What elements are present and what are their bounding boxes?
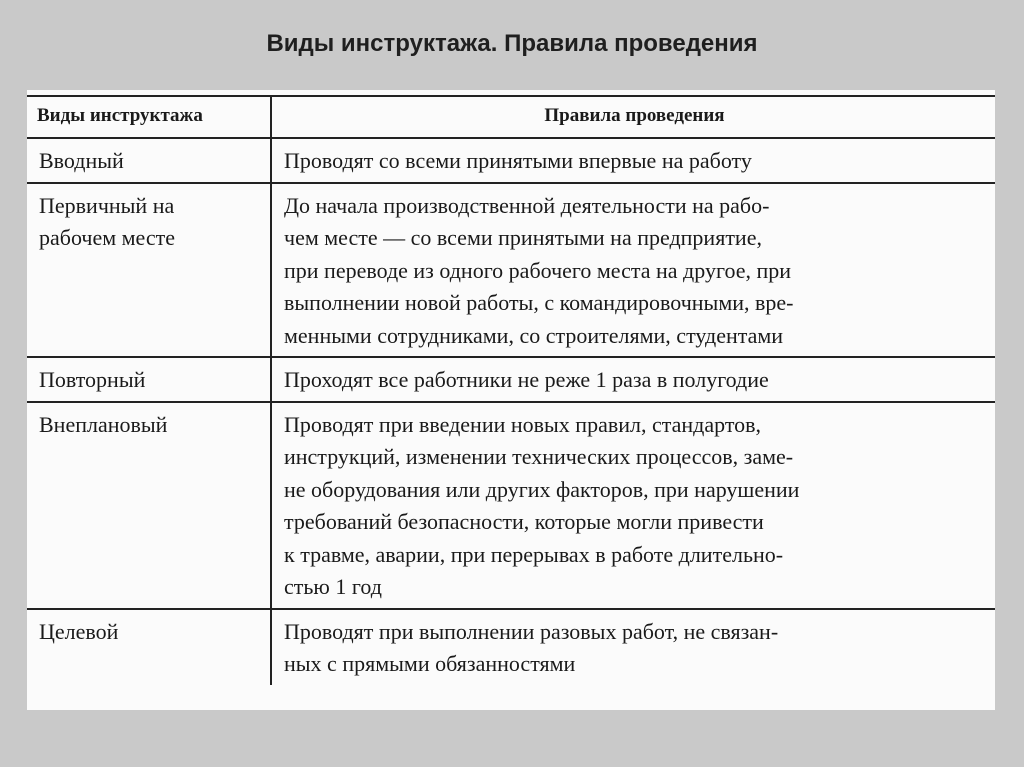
rules-text: инструкций, изменении технических процессов, заме- (284, 444, 794, 469)
rules-text: не оборудования или других факторов, при нарушении (284, 476, 800, 502)
rules-text: Проводят при введении новых правил, стандартов, (284, 411, 762, 437)
rules-cell (271, 609, 995, 685)
rules-text: До начала производственной деятельности на рабо- (284, 192, 770, 218)
table-row (27, 609, 995, 685)
rules-text: Проводят со всеми принятыми впервые на работу (284, 148, 752, 173)
rules-text: требований безопасности, которые могли привести (284, 509, 764, 534)
table-row (27, 357, 995, 402)
slide-title: Виды инструктажа. Правила проведения (266, 30, 758, 57)
type-text: Повторный (39, 367, 146, 392)
rules-cell (271, 357, 995, 402)
type-text: Внеплановый (39, 411, 168, 437)
type-cell (27, 183, 271, 358)
table-row (27, 138, 995, 183)
rules-cell (271, 183, 995, 358)
type-text: рабочем месте (39, 225, 176, 250)
type-text: Первичный на (39, 192, 175, 218)
instruction-types-table (27, 95, 995, 685)
rules-text: Проводят при выполнении разовых работ, не связан- (284, 618, 779, 644)
rules-text: выполнении новой работы, с командировочными, вре- (284, 290, 794, 315)
header-rules: Правила проведения (271, 96, 995, 138)
type-cell (27, 357, 271, 402)
rules-text: стью 1 год (284, 574, 382, 599)
rules-text: Проходят все работники не реже 1 раза в полугодие (284, 367, 769, 392)
type-text: Целевой (39, 618, 119, 644)
type-text: Вводный (39, 148, 124, 173)
rules-cell (271, 138, 995, 183)
type-cell (27, 138, 271, 183)
rules-text: при переводе из одного рабочего места на другое, при (284, 257, 792, 283)
scanned-table-sheet (27, 90, 995, 710)
type-cell (27, 609, 271, 685)
table-header-row (27, 96, 995, 138)
rules-text: менными сотрудниками, со строителями, студентами (284, 322, 784, 348)
header-instruction-types: Виды инструктажа (27, 96, 271, 138)
rules-text: чем месте — со всеми принятыми на предприятие, (284, 225, 762, 250)
table-row (27, 402, 995, 609)
table-row (27, 183, 995, 358)
rules-text: к травме, аварии, при перерывах в работе длительно- (284, 541, 784, 567)
rules-cell (271, 402, 995, 609)
type-cell (27, 402, 271, 609)
rules-text: ных с прямыми обязанностями (284, 651, 576, 676)
